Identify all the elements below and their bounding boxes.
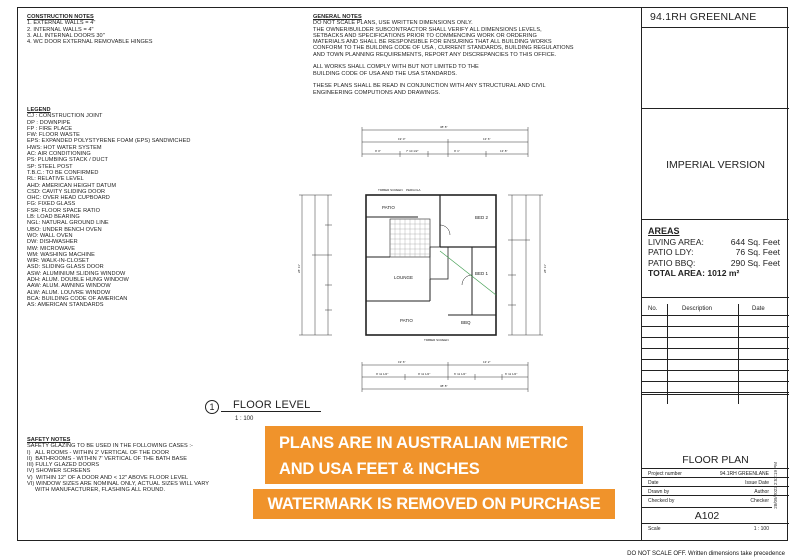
revision-row (642, 326, 789, 327)
dim-bottom-sub: 9' 11 1/2" (418, 372, 431, 376)
timber-screen-label: TIMBER SCREEN (378, 188, 403, 192)
dim-top-overall: 38' 8" (440, 125, 448, 129)
area-row: PATIO LDY: 76 Sq. Feet (648, 247, 780, 257)
legend-list (27, 113, 287, 308)
legend-item: AS: AMERICAN STANDARDS (27, 302, 104, 309)
room-label-patio-top: PATIO (382, 205, 395, 210)
print-timestamp: 28/09/2022 2:52:19 PM (773, 462, 778, 509)
legend-item: ASD: SLIDING GLASS DOOR (27, 264, 104, 271)
legend-item: WM: WASHING MACHINE (27, 251, 95, 258)
dim-bottom-part: 13' 2" (483, 360, 491, 364)
sheet-title: FLOOR PLAN (682, 454, 749, 466)
legend-item: MW: MICROWAVE (27, 245, 76, 252)
scale-row: Scale 1 : 100 (642, 523, 789, 532)
construction-note: 1. EXTERNAL WALLS = 4" (27, 20, 96, 27)
title-block (641, 7, 788, 541)
construction-note: 2. INTERNAL WALLS = 4" (27, 26, 94, 33)
legend-item: ALW: ALUM. LOUVRE WINDOW (27, 289, 111, 296)
legend-item: FW: FLOOR WASTE (27, 132, 80, 139)
legend-item: UBO: UNDER BENCH OVEN (27, 226, 102, 233)
legend-item: FP : FIRE PLACE (27, 125, 73, 132)
legend-item: SP: STEEL POST (27, 163, 73, 170)
construction-notes (27, 14, 287, 45)
safety-note-line: III) FULLY GLAZED DOORS (27, 462, 100, 469)
dim-bottom-part: 19' 6" (398, 360, 406, 364)
safety-note-line: I) ALL ROOMS - WITHIN 2' VERTICAL OF THE DOOR (27, 449, 170, 456)
general-note-line: ALL WORKS SHALL COMPLY WITH BUT NOT LIMITED TO THE (313, 64, 479, 71)
rev-header-description: Description (682, 306, 713, 312)
watermark-banner: WATERMARK IS REMOVED ON PURCHASE (253, 489, 615, 519)
meta-row: Project number 94.1RH GREENLANE (642, 468, 789, 477)
sheet-number: A102 (642, 507, 772, 523)
revision-row (642, 348, 789, 349)
view-scale: 1 : 100 (235, 416, 254, 422)
legend-item: AC: AIR CONDITIONING (27, 151, 91, 158)
dim-top-sub: 13' 8" (500, 149, 508, 153)
room-label-patio-bottom: PATIO (400, 318, 413, 323)
safety-note-line: II) BATHROOMS - WITHIN 7' VERTICAL OF THE BATH BASE (27, 455, 187, 462)
total-area: TOTAL AREA: 1012 m² (648, 268, 740, 278)
safety-note-line: VI) WINDOW SIZES ARE NOMINAL ONLY, ACTUAL SIZES WILL VARY (27, 481, 210, 488)
units-banner (265, 426, 583, 484)
legend-item: NGL: NATURAL GROUND LINE (27, 220, 109, 227)
project-name: 94.1RH GREENLANE (650, 11, 757, 23)
revision-row (642, 337, 789, 338)
revision-row (642, 359, 789, 360)
legend-item: ADH: ALUM. DOUBLE HUNG WINDOW (27, 277, 129, 284)
safety-note-line: WITH MANUFACTURER, FLASHING ALL ROUND. (27, 487, 166, 494)
legend-item: ASW: ALUMINIUM SLIDING WINDOW (27, 270, 126, 277)
bathroom (430, 247, 448, 279)
safety-notes (27, 437, 287, 494)
legend-item: EPS: EXPANDED POLYSTYRENE FOAM (EPS) SANDWICHED (27, 138, 191, 145)
legend-heading: LEGEND (27, 107, 51, 113)
legend-item: HWS: HOT WATER SYSTEM (27, 144, 102, 151)
construction-note: 4. WC DOOR EXTERNAL REMOVABLE HINGES (27, 39, 153, 46)
dim-side-left: 28' 11" (297, 264, 301, 273)
safety-notes-heading: SAFETY NOTES (27, 437, 71, 443)
construction-note: 3. ALL INTERNAL DOORS 30" (27, 32, 105, 39)
revision-row (642, 381, 789, 382)
legend-item: DP : DOWNPIPE (27, 119, 71, 126)
view-title-text: FLOOR LEVEL (233, 399, 311, 411)
legend-item: WIR: WALK-IN-CLOSET (27, 258, 90, 265)
legend-item: AHD: AMERICAN HEIGHT DATUM (27, 182, 117, 189)
general-note-line: MATERIALS AND SHALL BE RESPONSIBLE FOR ENSURING THAT ALL BUILDING WORKS (313, 39, 552, 46)
view-number: 1 (205, 400, 219, 414)
revision-row (642, 370, 789, 371)
legend-item: RL: RELATIVE LEVEL (27, 176, 84, 183)
revision-row (642, 315, 789, 316)
legend-item: DW: DISHWASHER (27, 239, 78, 246)
dim-bottom-sub: 6' 11 1/2" (505, 372, 518, 376)
area-row: PATIO BBQ: 290 Sq. Feet (648, 257, 780, 268)
safety-notes-body (27, 443, 287, 493)
legend-item: WO: WALL OVEN (27, 232, 73, 239)
dim-top-sub: 7' 10 1/2" (406, 149, 419, 153)
general-notes (313, 14, 633, 96)
general-note-line: AND TOWN PLANNING REQUIREMENTS, REPORT ANY DISCREPANCIES TO THIS OFFICE. (313, 51, 557, 58)
room-label-bbq: BBQ (461, 320, 471, 325)
floor-plan-drawing (290, 125, 552, 410)
units-banner-line2: AND USA FEET & INCHES (279, 460, 480, 478)
general-notes-body (313, 20, 633, 96)
legend-item: CSD: CAVITY SLIDING DOOR (27, 188, 106, 195)
legend-item: LB: LOAD BEARING (27, 214, 80, 221)
safety-note-line: V) WITHIN 12" OF A DOOR AND < 12" ABOVE FLOOR LEVEL (27, 474, 189, 481)
legend-item: OHC: OVER HEAD CUPBOARD (27, 195, 110, 202)
legend-item: BCA: BUILDING CODE OF AMERICAN (27, 295, 128, 302)
revision-table (642, 304, 789, 404)
pergola-label: PERGOLA (406, 188, 421, 192)
legend-item: CJ : CONSTRUCTION JOINT (27, 113, 103, 120)
dim-bottom-overall: 38' 8" (440, 384, 448, 388)
meta-row: Drawn by Author (642, 486, 789, 495)
version-label: IMPERIAL VERSION (666, 159, 765, 171)
safety-note-line: SAFETY GLAZING TO BE USED IN THE FOLLOWING CASES :- (27, 443, 193, 450)
areas-summary (648, 226, 788, 279)
footer-note: DO NOT SCALE OFF. Written dimensions take precedence (627, 551, 785, 557)
areas-heading: AREAS (648, 226, 680, 236)
legend-item: AAW: ALUM. AWNING WINDOW (27, 283, 111, 290)
tile-grid (390, 219, 430, 257)
view-title-underline (221, 411, 321, 412)
general-note-line: BUILDING CODE OF USA AND THE USA STANDARDS. (313, 70, 457, 77)
legend-item: FG: FIXED GLASS (27, 201, 76, 208)
units-banner-line1: PLANS ARE IN AUSTRALIAN METRIC (279, 434, 568, 452)
dim-bottom-sub: 9' 11 1/2" (376, 372, 389, 376)
general-notes-heading: GENERAL NOTES (313, 14, 362, 20)
rev-header-date: Date (752, 306, 765, 312)
meta-row: Checked by Checker (642, 495, 789, 504)
timber-screen-bottom-label: TIMBER SCREEN (424, 338, 449, 342)
rev-header-no: No. (648, 306, 658, 312)
dim-top-sub: 9' 1" (454, 149, 460, 153)
room-label-lounge: LOUNGE (394, 275, 414, 280)
revision-row (642, 392, 789, 393)
area-row: LIVING AREA: 644 Sq. Feet (648, 236, 780, 247)
dim-top-sub: 9' 0" (375, 149, 381, 153)
room-label-bed1: BED 1 (475, 271, 489, 276)
general-note-line: THESE PLANS SHALL BE READ IN CONJUNCTION WITH ANY STRUCTURAL AND CIVIL (313, 83, 546, 90)
general-note-line: DO NOT SCALE PLANS, USE WRITTEN DIMENSIONS ONLY. (313, 20, 473, 27)
legend-item: T.B.C.: TO BE CONFIRMED (27, 169, 99, 176)
dim-top-part: 13' 6" (483, 137, 491, 141)
construction-notes-heading: CONSTRUCTION NOTES (27, 14, 94, 20)
legend-item: FSR: FLOOR SPACE RATIO (27, 207, 100, 214)
legend-item: PS: PLUMBING STACK / DUCT (27, 157, 109, 164)
room-label-bed2: BED 2 (475, 215, 489, 220)
dim-top-part: 19' 0" (398, 137, 406, 141)
dim-bottom-sub: 6' 11 1/2" (454, 372, 467, 376)
meta-row: Date Issue Date (642, 477, 789, 486)
safety-note-line: IV) SHOWER SCREENS (27, 468, 91, 475)
view-title (205, 399, 325, 429)
general-note-line: CONFORM TO THE BUILDING CODE OF USA , CURRENT STANDARDS, BUILDING REGULATIONS (313, 45, 574, 52)
general-note-line: SETBACKS AND SPECIFICATIONS PRIOR TO COMMENCING WORK OR ORDERING (313, 32, 537, 39)
general-note-line: ENGINEERING COMPUTIONS AND DRAWINGS. (313, 89, 441, 96)
dim-side-right: 28' 11" (543, 264, 547, 273)
legend (27, 107, 287, 309)
general-note-line: THE OWNER/BUILDER SUBCONTRACTOR SHALL VERIFY ALL DIMENSIONS LEVELS, (313, 26, 542, 33)
